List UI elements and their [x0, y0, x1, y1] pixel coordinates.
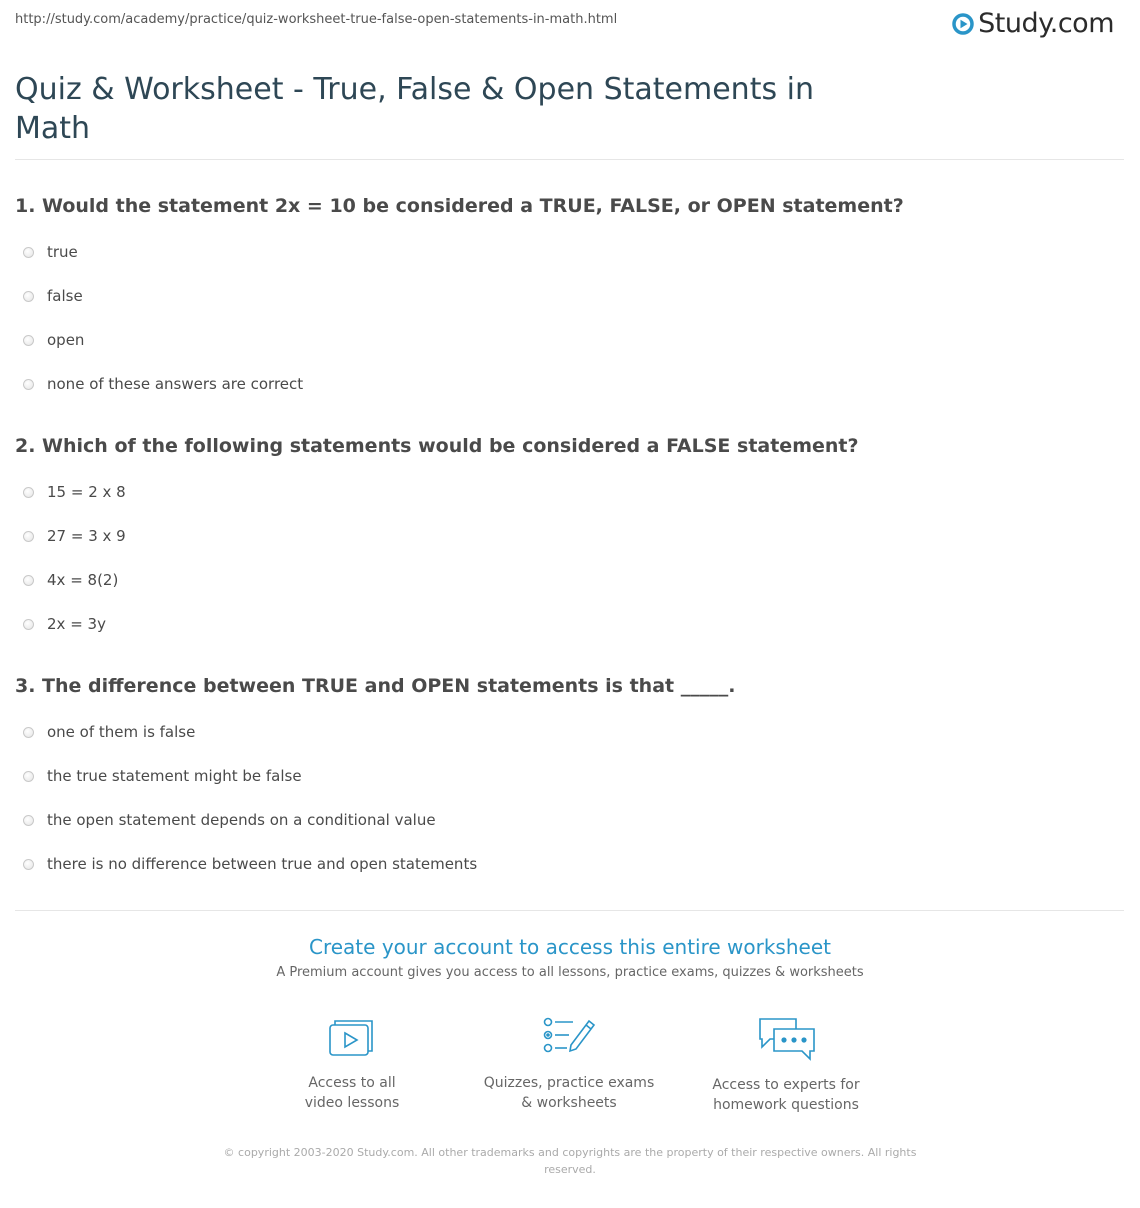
answer-option[interactable] — [15, 318, 1115, 362]
page-title: Quiz & Worksheet - True, False & Open Statements in Math — [15, 72, 814, 146]
feature-quizzes — [469, 1015, 669, 1113]
play-logo-icon — [952, 13, 974, 35]
answer-option[interactable] — [15, 274, 1115, 318]
feature-experts — [686, 1015, 886, 1115]
radio-button[interactable] — [23, 291, 34, 302]
promo-subtitle: A Premium account gives you access to all lessons, practice exams, quizzes & worksheets — [276, 965, 864, 980]
answer-label: the open statement depends on a conditional value — [47, 811, 436, 829]
answer-option[interactable] — [15, 842, 1115, 886]
feature-label: Access to experts for homework questions — [712, 1077, 860, 1113]
answer-option[interactable] — [15, 602, 1115, 646]
radio-button[interactable] — [23, 727, 34, 738]
page-url: http://study.com/academy/practice/quiz-worksheet-true-false-open-statements-in-math.html — [15, 12, 618, 27]
radio-button[interactable] — [23, 531, 34, 542]
answer-option[interactable] — [15, 710, 1115, 754]
radio-button[interactable] — [23, 575, 34, 586]
answer-label: true — [47, 243, 78, 261]
answer-label: 27 = 3 x 9 — [47, 527, 126, 545]
promo-title-link[interactable]: Create your account to access this entire worksheet — [309, 935, 831, 959]
chat-bubbles-icon — [754, 1015, 818, 1061]
feature-label: Access to all video lessons — [304, 1075, 400, 1111]
answer-option[interactable] — [15, 230, 1115, 274]
feature-video-lessons — [252, 1015, 452, 1113]
answer-option[interactable] — [15, 362, 1115, 406]
radio-button[interactable] — [23, 859, 34, 870]
answer-label: the true statement might be false — [47, 767, 302, 785]
answer-option[interactable] — [15, 798, 1115, 842]
radio-button[interactable] — [23, 771, 34, 782]
study-logo[interactable] — [952, 8, 1114, 39]
divider — [15, 159, 1124, 160]
question-2 — [15, 434, 1115, 646]
question-text: 1. Would the statement 2x = 10 be considered a TRUE, FALSE, or OPEN statement? — [15, 195, 904, 217]
quiz-checklist-icon — [541, 1015, 597, 1059]
answer-label: there is no difference between true and open statements — [47, 855, 478, 873]
question-text: 2. Which of the following statements would be considered a FALSE statement? — [15, 435, 859, 457]
question-text: 3. The difference between TRUE and OPEN statements is that _____. — [15, 675, 736, 697]
radio-button[interactable] — [23, 247, 34, 258]
feature-label: Quizzes, practice exams & worksheets — [483, 1075, 655, 1111]
answer-label: 2x = 3y — [47, 615, 106, 633]
answer-option[interactable] — [15, 754, 1115, 798]
radio-button[interactable] — [23, 619, 34, 630]
answer-option[interactable] — [15, 470, 1115, 514]
logo-text: Study.com — [978, 8, 1114, 39]
question-3 — [15, 674, 1115, 886]
answer-label: 15 = 2 x 8 — [47, 483, 126, 501]
radio-button[interactable] — [23, 487, 34, 498]
copyright-notice: © copyright 2003-2020 Study.com. All other trademarks and copyrights are the property of their respective owners. All rights reserved. — [223, 1146, 917, 1176]
video-lesson-icon — [326, 1015, 378, 1059]
answer-label: 4x = 8(2) — [47, 571, 119, 589]
answer-label: false — [47, 287, 83, 305]
divider — [15, 910, 1124, 911]
radio-button[interactable] — [23, 815, 34, 826]
answer-option[interactable] — [15, 558, 1115, 602]
radio-button[interactable] — [23, 379, 34, 390]
radio-button[interactable] — [23, 335, 34, 346]
question-1 — [15, 194, 1115, 406]
answer-label: open — [47, 331, 85, 349]
answer-label: none of these answers are correct — [47, 375, 304, 393]
answer-label: one of them is false — [47, 723, 196, 741]
answer-option[interactable] — [15, 514, 1115, 558]
